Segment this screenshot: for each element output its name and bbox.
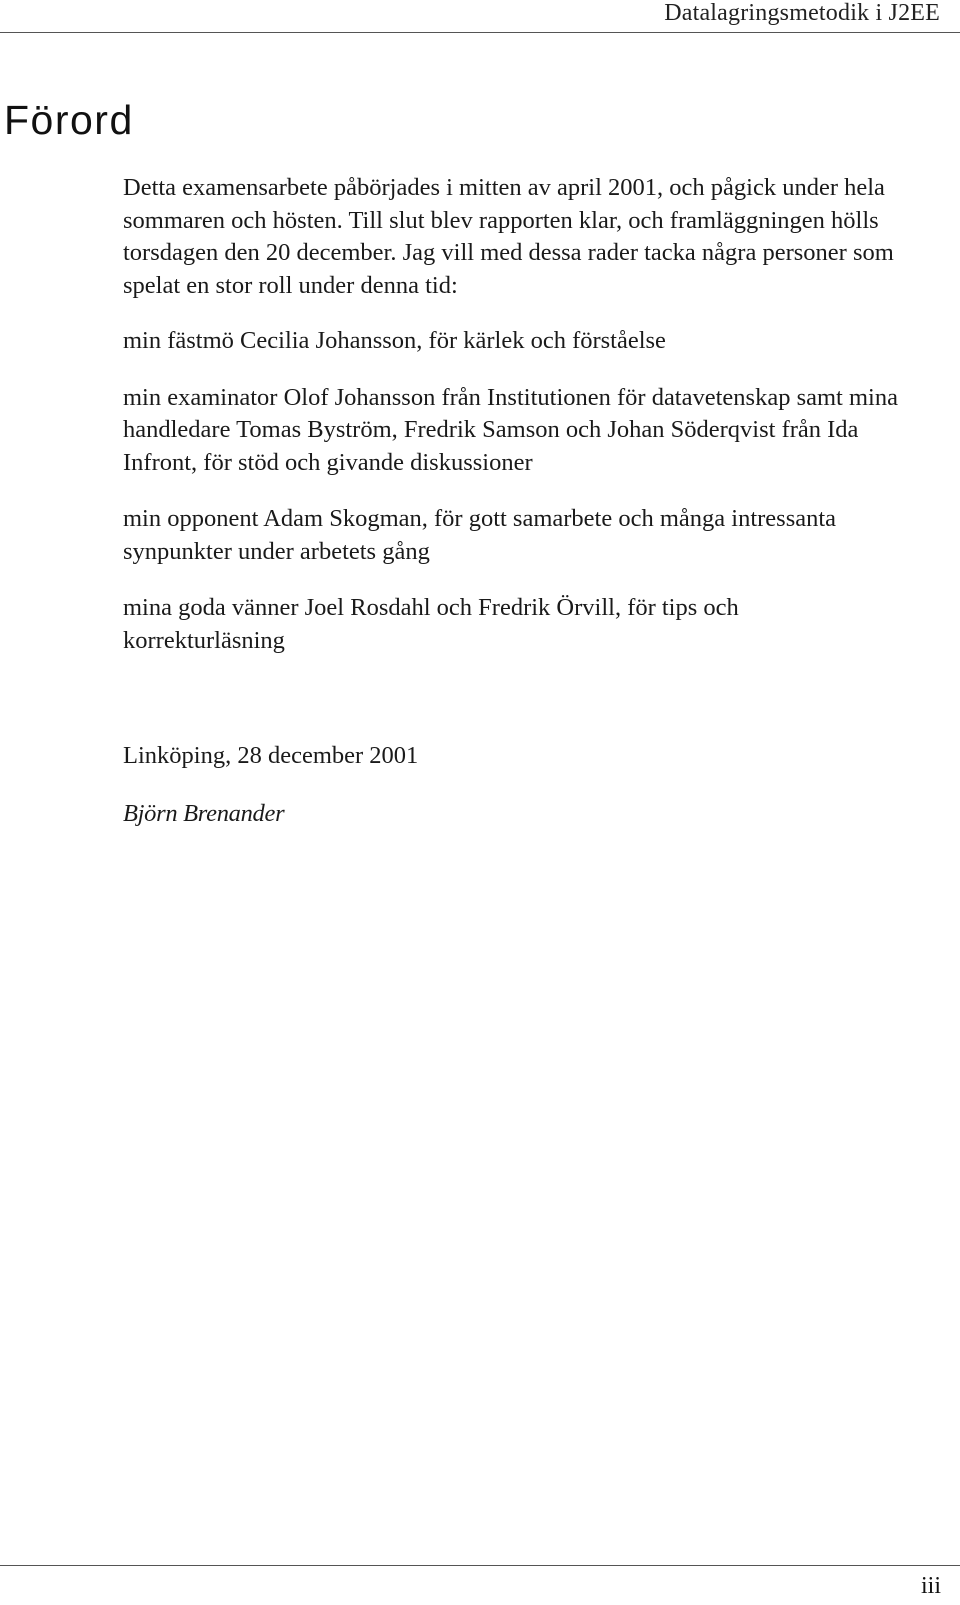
acknowledgement-item: mina goda vänner Joel Rosdahl och Fredrik Örvill, för tips och korrekturläsning (123, 594, 739, 654)
preface-body (123, 172, 903, 681)
chapter-title: Förord (4, 97, 134, 143)
footer-divider (0, 1565, 960, 1566)
header-divider (0, 32, 960, 33)
acknowledgement-item: min examinator Olof Johansson från Institutionen för datavetenskap samt mina handledare Tomas Byström, Fredrik Samson och Johan Söderqvist från Ida Infront, för stöd och givande diskussioner (123, 383, 898, 476)
place-and-date: Linköping, 28 december 2001 (123, 742, 419, 769)
acknowledgement-item: min opponent Adam Skogman, för gott samarbete och många intressanta synpunkter under arbetets gång (123, 505, 837, 565)
acknowledgement-item: min fästmö Cecilia Johansson, för kärlek och förståelse (123, 327, 666, 354)
author-signature: Björn Brenander (123, 800, 285, 827)
acknowledgements-list (123, 325, 903, 657)
running-header: Datalagringsmetodik i J2EE (664, 0, 940, 26)
page-number: iii (920, 1573, 941, 1599)
intro-paragraph: Detta examensarbete påbörjades i mitten av april 2001, och pågick under hela sommaren och hösten. Till slut blev rapporten klar, och framläggningen hölls torsdagen den 20 december. Jag vill med dessa rader tacka några personer som spelat en stor roll under denna tid: (123, 174, 894, 299)
